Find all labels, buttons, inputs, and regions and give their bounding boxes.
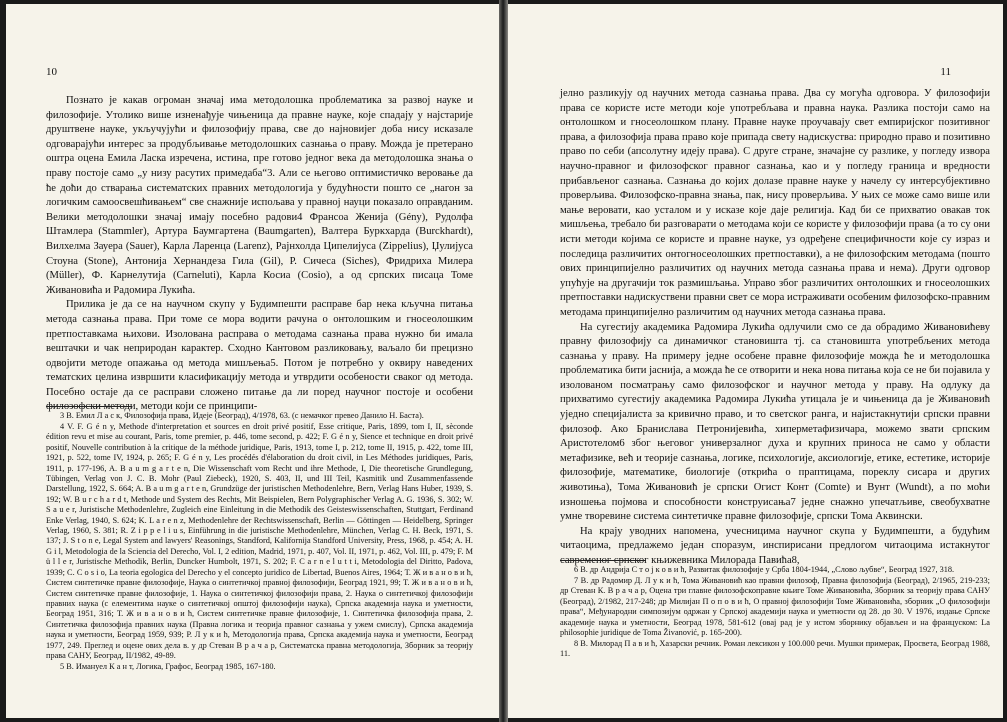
footnote-5: 5 В. Имануел К а н т, Логика, Графос, Београд 1985, 167-180. xyxy=(60,661,276,671)
left-body-text xyxy=(46,94,473,415)
footnote-separator-left xyxy=(46,406,132,407)
footnote-separator-right xyxy=(560,560,646,561)
right-page xyxy=(508,4,1003,718)
footnote-4: 4 V. F. G é n y, Methode d'interpretation et sources en droit privé positif, Esse critique, Paris, 1899, tom I, II, sèconde édition revu et mise au courant, Paris, tome premier, p. 446, tome second, p. 422; F. G é n y, Sience et technique en droit privé positif, Nouvelle contribution à la critique de la méthode juridique, Paris, 1913, tome I, p. 212, tome II, 1915, p. 422, tome III, 1921, p. 522, tome IV, 1924, p. 265; F. G é n y, Les procédés d'élaboration du droit civil, in Les Méthodes juridiques, Paris, 1911, p. 177-196, A. B a u m g a r t e n, Die Wissenschaft vom Recht und ihre Methode, I, Die theoretische Grundlegung, Tübingen, Verlag von J. C. B. Mohr (Paul Ziebeck), 1920, S. 403, II, und III Teil, Kasmitik und Zusammenfassende Darstellung, 1922, S. 664; A. B a u m g a r t e n, Grundzüge der juristischen Methodenlehre, Bern, Verlag Hans Huber, 1939, S. 192; W. B u r c h a r d t, Methode und System des Rechts, Mit Beispielen, Bern Polygraphischer Verlag A. G. 1936, S. 302; W. S a u e r, Juristische Methodenlehre, Zugleich eine Einleitung in die Methodik des Geisteswissenschaften, Stuttgart, Ferdinand Enke Verlag, 1940, S. 624; K. L a r e n z, Methodenlehre der Rechtswissenschaft, Berlin — Göttingen — Heidelberg, Springer Verlag, 1960, S. 381; R. Z i p p e l i u s, Einführung in die juristische Methodenlehre, München, Verlag C. H. Beck, 1971, S. 137; J. S t o n e, Legal System and lawyers' Reasonings, Standford, Kalifornija Standford University, Press, 1968, p. 454; A. H. G i l, Metodologia de la Sciencia del Derecho, Vol. I, 2 edition, Madrid, 1971, p. 407, Vol. II, 1971, p. 462, Vol. III, p. 479; F. M ü l l e r, Juristische Methodik, Berlin, Duncker Humbolt, 1971, S. 202; F. C a r n e l u t t i, Metodologia del Diritto, Padova, 1939; C. C o s i o, La teoria egologica del Derecho y el concepto juridico de Libertad, Buenos Aires, 1964; Т. Ж и в а н о в и ћ, Систем синтетичке правне филозофије, Наука о синтетичкој правној филозофији, Београд 1921, 99; Т. Ж и в а н о в и ћ, Систем синтетичке правне филозофије, 1. Наука о синтетичкој филозофији права, 2. Наука о синтетичкој филозофији правних наука (с елементима науке о синтетичкој општој филозофији наука), Српска академија наука и уметности, Београд 1951, 316; Т. Ж и в а н о в и ћ, Систем синтетичке правне филозофије, 1. Синтетичка филозофија права, 2. Синтетичка филозофија правних наука (Правна логика и теорија правног сазнања у ужем смислу), Српска академија наука и уметности, Београд 1959, 939; Р. Л у к и ћ, Методологија права, Српска академија наука и уметности, Београд 1977, 249. Преглед и оцене ових дела в. у др Стеван В р а ч а р, Систематска правна методологија, Зборник за теорију права САНУ, Београд, II/1982, 49-89. xyxy=(46,422,473,660)
left-footnotes xyxy=(46,411,473,673)
footnote-6: 6 В. др Андрија С т о ј к о в и ћ, Развитак филозофије у Срба 1804-1944, „Слово љубве“, Београд 1927, 318. xyxy=(574,565,955,574)
book-gutter xyxy=(499,0,508,722)
left-page xyxy=(6,4,499,718)
footnote-7: 7 В. др Радомир Д. Л у к и ћ, Тома Живановић као правни филозоф, Правна филозофија (Београд), 2/1965, 219-233; др Стеван К. В р а ч а р, Оцена три главне филозофскоправне књиге Томе Живановића, Зборник за теорију права САНУ (Београд), 2/1982, 217-248; др Милијан П о п о в и ћ, О правној филозофији Томе Живановића, зборник „О филозофији права“, Међународни симпозијум одржан у Српској академији наука и уметности од 28. до 30. V 1976, издање Српске академије наука и уметности, Београд 1978, 581-612 (овај рад је у истом зборнику објављен и на француском: La philosophie juridique de Toma Živanović, p. 165-200). xyxy=(560,576,990,638)
right-footnotes xyxy=(560,565,990,660)
left-paragraph-1: Познато је какав огроман значај има методолошка проблематика за развој науке и филозофије. Утолико више изненађује чињеница да правне науке, које спадају у најстарије друштвене науке, укључујући и филозофију права, све до најновијег доба нису исказале одговарајући интерес за продубљивање методолошких сазнања о праву. Можда је претерано оштра оцена Емила Ласка изречена, истина, пре готово једног века да методолошка знања о праву постоје само „у низу расутих примедаба“3. Али се његово оптимистичко веровање да ће доћи до стварања систематских правних методологија у будућности пошто се „нагон за логичким самоосвешћивањем“ све снажније испољава у правној науци показало оправданим. Велики методолошки значај имају посебно радови4 Франсоа Женија (Gény), Рудолфа Штамлера (Stammler), Артура Баумгартена (Baumgarten), Валтера Буркхарда (Burckhardt), Вилхелма Зауера (Sauer), Карла Ларенца (Larenz), Рајнхолда Ципелијуса (Zippelius), Џулијуса Стоуна (Stone), Антонија Хернандеза Гила (Gil), Р. Сичеса (Siches), Фридриха Милера (Müller), Ф. Карнелутија (Carneluti), Карла Косиа (Cosio), а од српских писаца Томе Живановића и Радомира Лукића. xyxy=(46,95,473,296)
right-paragraph-2: На сугестију академика Радомира Лукића одлучили смо се да обрадимо Живановићеву правну филозофију са динамичког становишта тј. са становишта употребљених метода сазнања у праву. На примеру једне особене правне филозофије можда ће и методолошка проблематика бити јаснија, а можда ће се отворити и нека нова питања која се не би појавила у изолованом посматрању само филозофског и научног метода у праву. На одлуку да прихватимо сугестију академика Радомира Лукића утицала је и чињеница да је Живановић уједно специјалиста за кривично право, и то светског ранга, и најистакнутији српски правни филозоф. Ако Бранислава Петронијевића, хиперметафизичара, можемо звати српским Аристотелом6 због његовог универзалног духа и крупних приноса не само у области метафизике, већ и теорије сазнања, логике, психологије, аксиологије, етике, естетике, историје филозофије, математике, биологије (открића о праптицама, пореклу сисара и других животиња), Тома Живановић је српски Огист Конт (Comte) и Вунт (Wundt), а по моћи изношења појмова и способности конструисања7 једне снажно упечатљиве, свеобухватне умне творевине система синтетичке правне филозофије, српски Тома Аквински. xyxy=(560,321,990,523)
footnote-8: 8 В. Милорад П а в и ћ, Хазарски речник. Роман лексикон у 100.000 речи. Мушки примерак, Просвета, Београд 1988, 11. xyxy=(560,639,990,659)
page-number-right: 11 xyxy=(940,66,951,78)
right-paragraph-1: јелно разликују од научних метода сазнања права. Два су могућа одговора. У филозофији права се користе исте методи које употребљава и правна наука. Разлика постоји само на онтолошком и гносеолошком плану. Правне науке проучавају свет емпиријског позитивног права, а филозофија права право које припада свету надискуства: природно право и позитивно право по себи (апсолутну идеју права). С друге стране, значајне су разлике, у погледу извора научно-правног и филозофског правног сазнања, као и у погледу граница и вредности прибављеног сазнања. Сазнања до којих долазе правне науке у начелу су интерсубјективно проверљива. Филозофско-правна знања, пак, нису проверљива. У њих се може само више или мање веровати, као усталом и у исказе које даје религија. Кад би се прихватио овакав ток мишљења, требало би разговарати о методама који се користе у филозофији права (а то су они исти методи којима се користе и правне науке, уз одређене специфичности које су израз и последица различитих онтогносеолошких претпоставки), а не филозофским методама (пошто ових принципијелно различитих од научних метода сазнања права и нема). Други одговор упућује на другачији ток размишљања. Управо због различитих онтолошких и гносеолошких претпоставки надискуствени правни свет се мора истраживати особеним филозофско-правним методама принципијелно различитим од научних метода сазнања права. xyxy=(560,88,990,318)
right-paragraph-3: На крају уводних напомена, учесницима научног скупа у Будимпешти, а будућим читаоцима, предлажемо један споразум, инспирисани предлогом читаоцима истакнутог савременог српског књижевника Милорада Павића8, xyxy=(560,525,990,566)
footnote-3: 3 В. Емил Л а с к, Филозофија права, Идеје (Београд), 4/1978, 63. (с немачког превео Данило Н. Баста). xyxy=(60,411,424,420)
page-number-left: 10 xyxy=(46,66,57,78)
left-paragraph-2: Прилика је да се на научном скупу у Будимпешти расправе бар нека кључна питања метода сазнања права. При томе се мора водити рачуна о онтолошким и гносеолошким претпоставкама њихови. Изолована расправа о методама сазнања права нужно би имала вештачки и чак неприродан карактер. Сходно Кантовом разликовању, ваљало би прецизно одвојити методе опажања од метода мишљења5. Потом је потребно у оквиру наведених тематских целина извршити класификацију метода и утврдити особености сваког од метода. Посебно остаје да се расправи сложено питање да ли поред научног постоје и особени филозофски методи, методи који се принципи- xyxy=(46,299,473,413)
right-body-text xyxy=(560,87,990,569)
